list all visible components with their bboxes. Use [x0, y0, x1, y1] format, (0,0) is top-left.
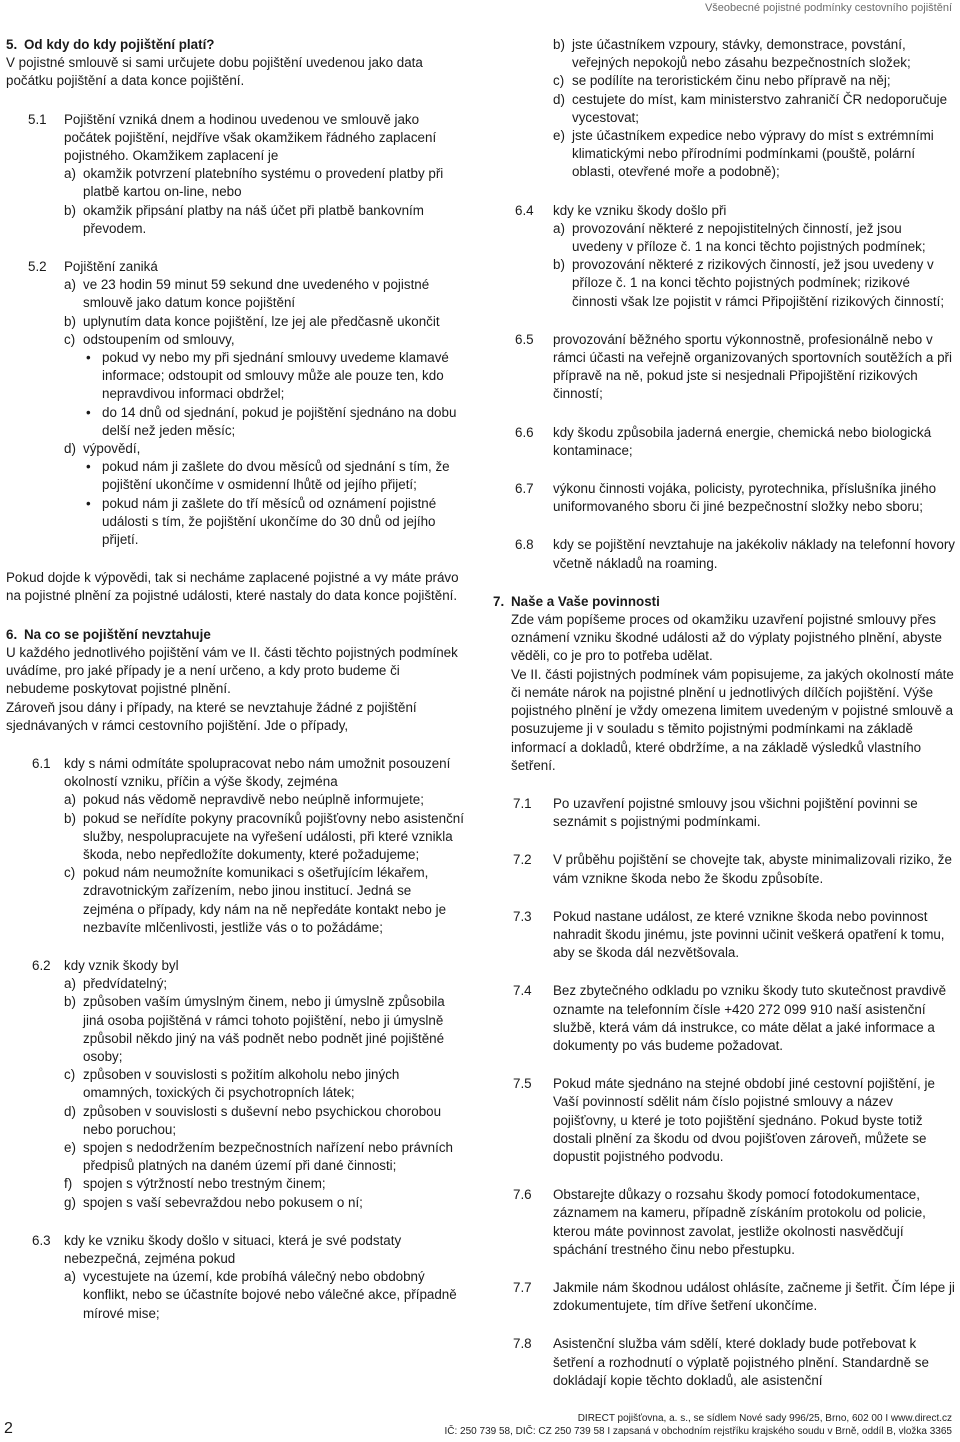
section-7-intro-1: Zde vám popíšeme proces od okamžiku uzavření pojistné smlouvy přes oznámení vzniku škodné události až do výplaty pojistného plnění, abyste věděli, co je pro to potřeba udělat. [511, 612, 942, 664]
clause-7-6: 7.6 Obstarejte důkazy o rozsahu škody pomocí fotodokumentace, záznamem na kameru, případně získáním protokolu od policie, kterou máte povinnost zavolat, jestliže okolnosti nasvědčují spáchání trestného činu nebo přestupku. [513, 1187, 926, 1257]
document-header: Všeobecné pojistné podmínky cestovního pojištění [704, 2, 952, 14]
clause-7-1: 7.1 Po uzavření pojistné smlouvy jsou všichni pojištění povinni se seznámit s pojistnými podmínkami. [513, 795, 918, 830]
section-6-title: 6. Na co se pojištění nevztahuje [6, 626, 211, 642]
footer-company-info [392, 1412, 952, 1438]
footer-line-1: DIRECT pojišťovna, a. s., se sídlem Nové sady 996/25, Brno, 602 00 I www.direct.cz [577, 1413, 952, 1424]
section-7-title: 7. Naše a Vaše povinnosti [493, 593, 660, 609]
footer-line-2: IČ: 250 739 58, DIČ: CZ 250 739 58 I zapsaná v obchodním rejstříku krajského soudu v Brně, oddíl B, vložka 3365 [444, 1426, 952, 1437]
section-6-intro-1: U každého jednotlivého pojištění vám ve II. části těchto pojistných podmínek uvádíme, pro jaké případy je a není určeno, a kdy proto budeme či nebudeme poskytovat pojistné plnění. [6, 644, 458, 697]
clause-6-6: 6.6 kdy škodu způsobila jaderná energie, chemická nebo biologická kontaminace; [515, 424, 932, 458]
clause-6-5: 6.5 provozování běžného sportu výkonnostně, profesionálně nebo v rámci účasti na veřejně organizovaných sportovních soutěžích a při přípravě na ně, pokud jste si nesjednali Připojištění rizikových činností; [515, 331, 952, 402]
clause-6-3: 6.3 kdy ke vzniku škody došlo v situaci, která je své podstaty nebezpečná, zejména pokud a) vycestujete na území, kde probíhá válečný nebo obdobný konflikt, nebo se účastníte bojové nebo válečné akce, případně mírové mise; [32, 1232, 457, 1321]
section-5-outro: Pokud dojde k výpovědi, tak si necháme zaplacené pojistné a vy máte právo na pojistné plnění za pojistné události, které nastaly do data konce pojištění. [6, 570, 459, 604]
clause-6-2: 6.2 kdy vznik škody byl a) předvídatelný; b) způsoben vaším úmyslným činem, nebo ji úmyslně způsobila jiná osoba pojištěná v rámci tohoto pojištění, nebo ji úmyslně způsobil někdo jiný na váš podnět nebo podnět jiné pojištěné osoby; c) způsoben v souvislosti s požitím alkoholu nebo jiných omamných, toxických či psychotropních látek; d) způsoben v souvislosti s duševní nebo psychickou chorobou nebo poruchou; e) spojen s nedodržením bezpečnostních nařízení nebo právních předpisů platných na daném území při dané činnosti; f) spojen s výtržností nebo trestným činem; g) spojen s vaší sebevraždou nebo pokusem o ní; [32, 957, 453, 1210]
clause-7-7: 7.7 Jakmile nám škodnou událost ohlásíte, začneme ji šetřit. Čím lépe ji zdokumentujete, tím dříve šetření ukončíme. [513, 1279, 955, 1314]
section-7-intro-2: Ve II. části pojistných podmínek vám popisujeme, za jakých okolností máte či nemáte nárok na pojistné plnění u jednotlivých dílčích pojištění. Výše pojistného plnění je vždy omezena limitem uvedeným v pojistné smlouvě a posuzujeme ji v souladu s těmito pojistnými podmínkami na základě informací a dokladů, které obdržíme, a na základě výsledků vlastního šetření. [511, 666, 954, 773]
clause-6-4: 6.4 kdy ke vzniku škody došlo při a) provozování některé z nepojistitelných činností, jež jsou uvedeny v příloze č. 1 na konci těchto pojistných podmínek; b) provozování některé z rizikových činností, jež jsou uvedeny v příloze č. 1 na konci těchto pojistných podmínek; rizikové činnosti však lze pojistit v rámci Připojištění rizikových činností; [515, 202, 945, 309]
right-column [493, 36, 955, 1390]
clause-7-3: 7.3 Pokud nastane událost, ze které vznikne škoda nebo povinnost nahradit škodu jinému, jste povinni učinit veškerá opatření k tomu, aby se škoda dál nezvětšovala. [513, 908, 945, 961]
section-5-intro: V pojistné smlouvě si sami určujete dobu pojištění uvedenou jako data počátku pojištění a data konce pojištění. [6, 55, 423, 89]
clause-6-3-continued: b) jste účastníkem vzpoury, stávky, demonstrace, povstání, veřejných nepokojů nebo zásahu bezpečnostních složek; c) se podílíte na teroristickém činu nebo přípravě na něj; d) cestujete do míst, kam ministerstvo zahraničí ČR nedoporučuje vycestovat; e) jste účastníkem expedice nebo výpravy do míst s extrémními klimatickými nebo přírodními podmínkami (pouště, polární oblasti, otevřené moře a podobně); [553, 37, 948, 180]
section-5-title: 5. Od kdy do kdy pojištění platí? [6, 37, 215, 52]
clause-6-1: 6.1 kdy s námi odmítáte spolupracovat nebo nám umožnit posouzení okolností vzniku, příčin a výše škody, zejména a) pokud nás vědomě nepravdivě nebo neúplně informujete; b) pokud se neřídíte pokyny pracovníků pojišťovny nebo asistenční služby, nespolupracujete na vyřešení události, při které vznikla škoda, nebo nepředložíte dokumenty, které požadujeme; c) pokud nám neumožníte komunikaci s ošetřujícím lékařem, zdravotnickým zařízením, nebo jinou institucí. Jedná se zejména o případy, kdy nám na ně nepředáte kontakt nebo je nezbavíte mlčenlivosti, jestliže vás o to požádáme; [32, 755, 464, 935]
clause-6-8: 6.8 kdy se pojištění nevztahuje na jakékoliv náklady na telefonní hovory včetně nákladů na roaming. [515, 537, 955, 571]
section-6-intro-2: Zároveň jsou dány i případy, na které se nevztahuje žádné z pojištění sjednávaných v rámci cestovního pojištění. Jde o případy, [6, 699, 417, 733]
clause-5-2: 5.2 Pojištění zaniká a) ve 23 hodin 59 minut 59 sekund dne uvedeného v pojistné smlouvě jako datum konce pojištění b) uplynutím data konce pojištění, lze jej ale předčasně ukončit c) odstoupením od smlouvy, • pokud vy nebo my při sjednání smlouvy uvedeme klamavé informace; odstoupit od smlouvy může ale pouze ten, kdo nepravdivou informaci obdržel; • do 14 dnů od sjednání, pokud je pojištění sjednáno na dobu delší než jeden měsíc; d) výpovědí, • pokud nám ji zašlete do dvou měsíců od sjednání s tím, že pojištění ukončíme v osmidenní lhůtě od jejího přijetí; • pokud nám ji zašlete do tří měsíců od oznámení pojistné události s tím, že pojištění ukončíme do 30 dnů od jejího přijetí. [28, 259, 457, 548]
clause-5-1: 5.1 Pojištění vzniká dnem a hodinou uvedenou ve smlouvě jako počátek pojištění, nejdříve však okamžikem řádného zaplacení pojistného. Okamžikem zaplacení je a) okamžik potvrzení platebního systému o provedení platby při platbě kartou on-line, nebo b) okamžik připsání platby na náš účet při platbě bankovním převodem. [28, 111, 444, 236]
clause-7-5: 7.5 Pokud máte sjednáno na stejné období jiné cestovní pojištění, je Vaší povinností sdělit nám číslo pojistné smlouvy a název pojišťovny, u které je toto pojištění sjednáno. Pokud byste totiž dostali plnění za škodu od dvou pojišťoven zároveň, můžete se dopustit pojistného podvodu. [513, 1076, 935, 1164]
clause-6-7: 6.7 výkonu činnosti vojáka, policisty, pyrotechnika, příslušníka jiného uniformovaného sboru či jiné bezpečnostní složky nebo sboru; [515, 481, 937, 515]
clause-7-4: 7.4 Bez zbytečného odkladu po vzniku škody tuto skutečnost pravdivě oznamte na telefonním čísle +420 272 099 910 naší asistenční službě, která vám dá instrukce, co máte dělat a jaké informace a dokumenty po vás budeme požadovat. [513, 983, 947, 1053]
left-column [6, 36, 464, 1323]
clause-7-8: 7.8 Asistenční služba vám sdělí, které doklady bude potřebovat k šetření a rozhodnutí o výplatě pojistného plnění. Standardně se dokládají kopie těchto dokladů, ale asistenční [513, 1336, 929, 1388]
page-number: 2 [4, 1420, 13, 1437]
clause-7-2: 7.2 V průběhu pojištění se chovejte tak, abyste minimalizovali riziko, že vám vznikne škoda nebo že škodu způsobíte. [513, 852, 952, 886]
